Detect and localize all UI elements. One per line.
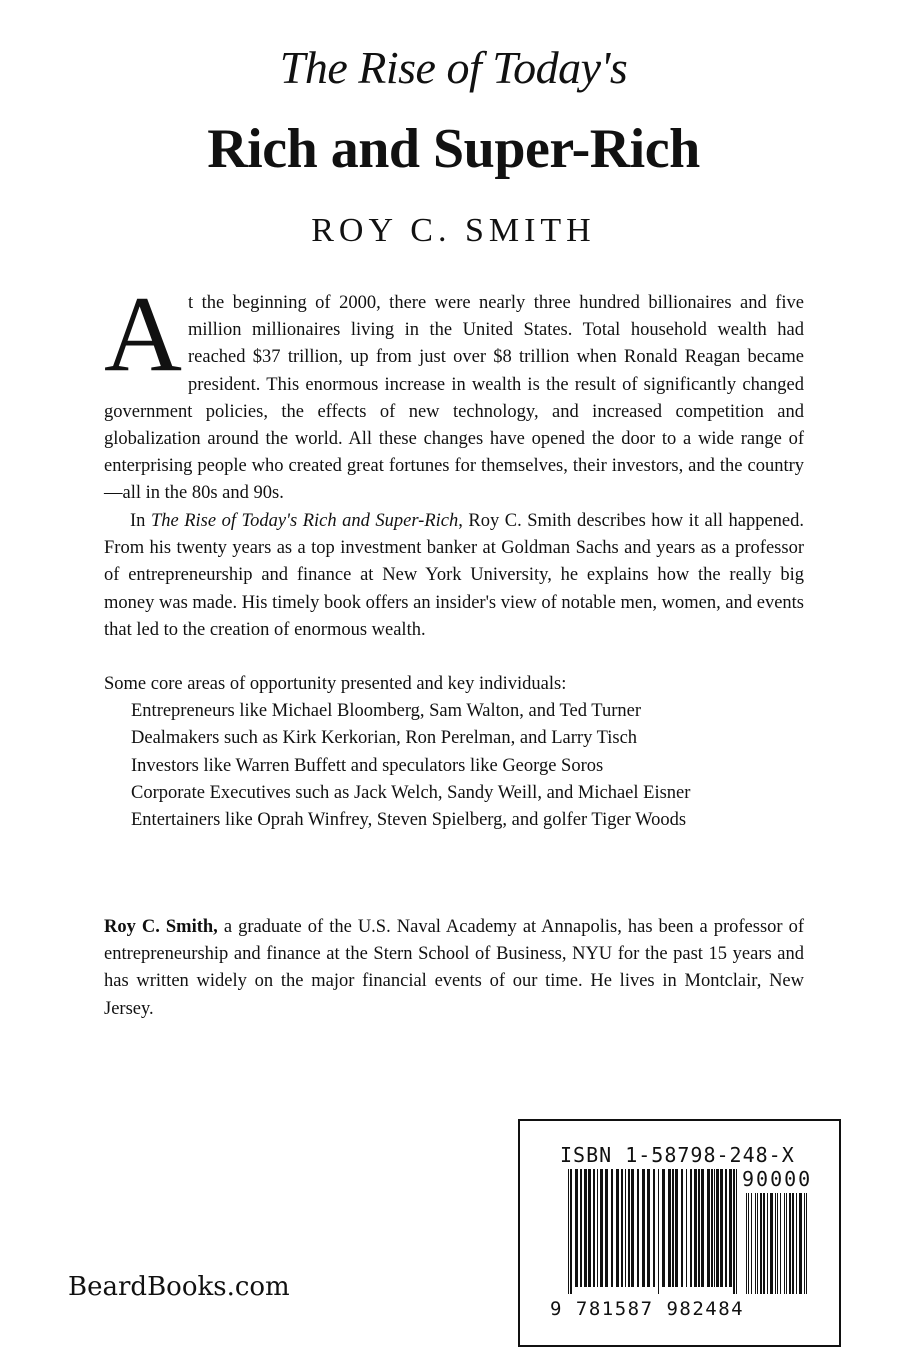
barcode-bar <box>714 1169 715 1287</box>
list-item: Entrepreneurs like Michael Bloomberg, Sam Walton, and Ted Turner <box>131 701 641 722</box>
barcode-bar <box>631 1169 634 1287</box>
list-item: Entertainers like Oprah Winfrey, Steven Spielberg, and golfer Tiger Woods <box>131 810 687 831</box>
barcode-bar <box>625 1169 626 1287</box>
title-line-2: Rich and Super-Rich <box>207 118 700 180</box>
description-text: , Roy C. Smith describes how it all happened. From his twenty years as a top investment banker at Goldman Sachs and years as a professor of entrepreneurship and finance at New York University, he explains how the really big money was made. His timely book offers an insider's view of notable men, women, and events that led to the creation of enormous wealth. <box>104 511 804 640</box>
barcode-bar <box>733 1169 735 1294</box>
barcode-bar <box>681 1169 683 1287</box>
barcode-bar <box>777 1193 778 1294</box>
bio-name: Roy C. Smith, <box>104 917 218 937</box>
barcode-bar <box>690 1169 692 1287</box>
barcode-bar <box>716 1169 719 1287</box>
barcode-bar <box>767 1193 768 1294</box>
publisher-url: BeardBooks.com <box>68 1272 290 1302</box>
barcode-bar <box>642 1169 645 1287</box>
barcode-bar <box>580 1169 582 1287</box>
barcode-bar <box>628 1169 630 1287</box>
barcode-bar <box>707 1169 710 1287</box>
barcode-bar <box>763 1193 765 1294</box>
barcode-bar <box>653 1169 655 1287</box>
barcode-bar <box>755 1193 756 1294</box>
list-item: Investors like Warren Buffett and speculators like George Soros <box>131 755 604 776</box>
description-intro: In <box>130 511 151 531</box>
barcode-bar <box>796 1193 797 1294</box>
barcode-bar <box>570 1169 572 1294</box>
title-line-1: The Rise of Today's <box>279 42 628 93</box>
barcode-bar <box>799 1193 802 1294</box>
barcode-bar <box>775 1193 776 1294</box>
addon-barcode <box>746 1193 808 1294</box>
barcode-bar <box>588 1169 591 1287</box>
barcode-bar <box>748 1193 749 1294</box>
barcode-bar <box>686 1169 687 1287</box>
drop-cap: A <box>104 275 182 394</box>
intro-paragraph <box>104 275 804 508</box>
opportunity-heading: Some core areas of opportunity presented and key individuals: <box>104 674 567 694</box>
barcode-bar <box>757 1193 758 1294</box>
barcode-bar <box>806 1193 807 1294</box>
barcode-bar <box>672 1169 674 1287</box>
barcode-bar <box>746 1193 747 1294</box>
ean-digits-label: 9 781587 982484 <box>550 1298 745 1320</box>
barcode-bar <box>751 1193 752 1294</box>
barcode-bar <box>647 1169 650 1287</box>
barcode-bar <box>725 1169 727 1287</box>
barcode-bar <box>568 1169 569 1294</box>
barcode-bar <box>736 1169 737 1294</box>
barcode-bar <box>616 1169 619 1287</box>
barcode-bar <box>784 1193 785 1294</box>
list-item: Dealmakers such as Kirk Kerkorian, Ron Perelman, and Larry Tisch <box>131 728 638 749</box>
barcode-bar <box>804 1193 805 1294</box>
barcode-bar <box>593 1169 595 1287</box>
barcode-bar <box>789 1193 791 1294</box>
book-title-reference: The Rise of Today's Rich and Super-Rich <box>150 511 459 531</box>
barcode-bar <box>786 1193 787 1294</box>
author-bio <box>104 914 804 1023</box>
barcode-bar <box>584 1169 587 1287</box>
barcode-bar <box>662 1169 665 1287</box>
barcode-bar <box>770 1193 773 1294</box>
barcode-bar <box>729 1169 732 1287</box>
barcode-bar <box>720 1169 723 1287</box>
price-code-label: 90000 <box>742 1167 813 1191</box>
intro-paragraph-text: t the beginning of 2000, there were nearly three hundred billionaires and five million millionaires living in the United States. Total household wealth had reached $37 trillion, up from just over $8 trillion when Ronald Reagan became president. This enormous increase in wealth is the result of significantly changed government policies, the effects of new technology, and increased competition and globalization around the world. All these changes have opened the door to a wide range of enterprising people who created great fortunes for themselves, their investors, and the country—all in the 80s and 90s. <box>104 293 804 504</box>
list-item: Corporate Executives such as Jack Welch, Sandy Weill, and Michael Eisner <box>131 782 691 803</box>
author-name: ROY C. SMITH <box>311 212 596 249</box>
barcode-bar <box>605 1169 608 1287</box>
barcode-bar <box>575 1169 578 1287</box>
ean-barcode <box>568 1169 738 1294</box>
bio-text: a graduate of the U.S. Naval Academy at Annapolis, has been a professor of entrepreneurship and finance at the Stern School of Business, NYU for the past 15 years and has written widely on the major financial events of our time. He lives in Montclair, New Jersey. <box>104 917 804 1019</box>
barcode-bar <box>675 1169 678 1287</box>
description-paragraph <box>104 508 804 644</box>
barcode-panel <box>518 1119 841 1347</box>
barcode-bar <box>698 1169 700 1287</box>
barcode-bar <box>668 1169 671 1287</box>
barcode-bar <box>600 1169 603 1287</box>
barcode-bar <box>792 1193 794 1294</box>
barcode-bar <box>711 1169 713 1287</box>
barcode-bar <box>658 1169 659 1294</box>
barcode-bar <box>637 1169 639 1287</box>
opportunity-list <box>104 671 804 834</box>
barcode-bar <box>760 1193 762 1294</box>
barcode-bar <box>701 1169 704 1287</box>
barcode-bar <box>780 1193 781 1294</box>
barcode-bar <box>597 1169 598 1287</box>
barcode-bar <box>611 1169 613 1287</box>
barcode-bar <box>621 1169 623 1287</box>
isbn-label: ISBN 1-58798-248-X <box>560 1143 795 1167</box>
barcode-bar <box>694 1169 697 1287</box>
